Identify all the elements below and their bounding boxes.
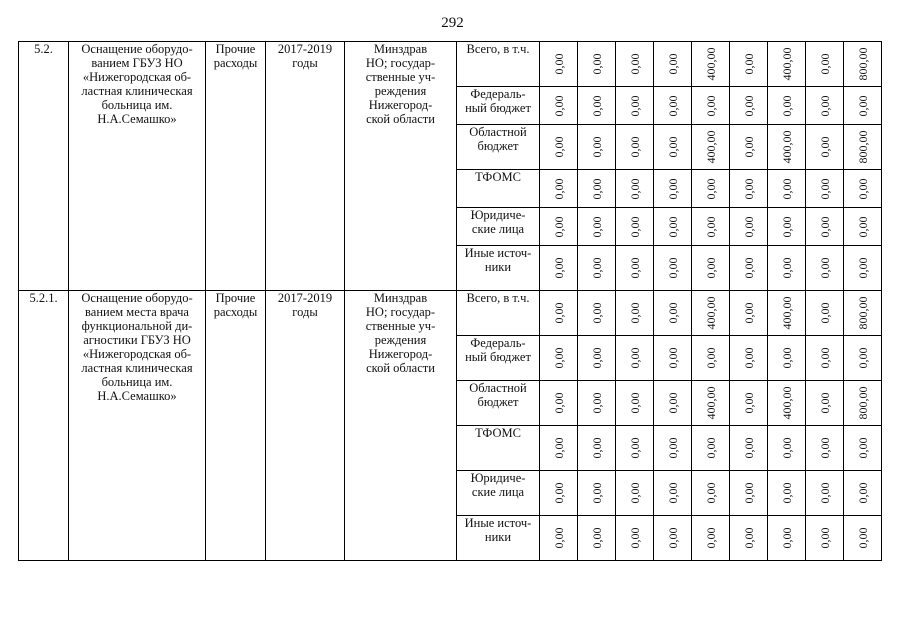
value-cell <box>844 381 882 426</box>
value-cell <box>730 381 768 426</box>
value-text: 0,00 <box>817 178 832 199</box>
expense-type-text: Прочие расходы <box>213 291 258 319</box>
row-number-text: 5.2. <box>34 42 53 56</box>
value-cell <box>692 246 730 291</box>
value-cell <box>616 336 654 381</box>
value-cell <box>844 336 882 381</box>
row-number <box>19 291 69 561</box>
value-text: 0,00 <box>741 216 756 237</box>
value-text: 800,00 <box>855 130 870 164</box>
value-cell <box>654 208 692 246</box>
value-text: 0,00 <box>551 482 566 504</box>
value-cell <box>540 426 578 471</box>
value-cell <box>768 291 806 336</box>
value-text: 0,00 <box>703 482 718 504</box>
value-text: 0,00 <box>665 95 680 116</box>
value-text: 0,00 <box>779 482 794 504</box>
value-text: 0,00 <box>741 437 756 459</box>
value-text: 0,00 <box>665 527 680 549</box>
value-cell <box>654 471 692 516</box>
value-text: 0,00 <box>779 527 794 549</box>
value-cell <box>540 381 578 426</box>
funding-source <box>457 87 540 125</box>
value-text: 0,00 <box>817 53 832 75</box>
value-text: 0,00 <box>589 178 604 199</box>
value-cell <box>616 42 654 87</box>
value-cell <box>654 125 692 170</box>
value-cell <box>844 125 882 170</box>
value-cell <box>844 471 882 516</box>
value-text: 0,00 <box>817 392 832 414</box>
value-cell <box>578 42 616 87</box>
value-cell <box>578 381 616 426</box>
value-text: 0,00 <box>817 257 832 279</box>
value-cell <box>730 426 768 471</box>
value-cell <box>730 291 768 336</box>
value-text: 0,00 <box>551 257 566 279</box>
period-years-text: 2017-2019 годы <box>277 291 333 319</box>
value-text: 0,00 <box>589 302 604 324</box>
value-cell <box>654 87 692 125</box>
value-text: 0,00 <box>855 95 870 116</box>
funding-source <box>457 208 540 246</box>
value-cell <box>654 246 692 291</box>
value-text: 0,00 <box>817 437 832 459</box>
value-cell <box>768 208 806 246</box>
value-cell <box>578 246 616 291</box>
value-text: 0,00 <box>741 392 756 414</box>
expense-type <box>206 42 266 291</box>
value-text: 0,00 <box>855 216 870 237</box>
value-cell <box>616 381 654 426</box>
funding-source <box>457 170 540 208</box>
value-text: 0,00 <box>741 527 756 549</box>
value-cell <box>578 336 616 381</box>
value-cell <box>578 125 616 170</box>
value-cell <box>692 516 730 561</box>
value-text: 0,00 <box>703 257 718 279</box>
value-text: 0,00 <box>665 178 680 199</box>
value-text: 0,00 <box>551 302 566 324</box>
value-text: 400,00 <box>703 386 718 420</box>
period-years <box>266 291 345 561</box>
row-number-text: 5.2.1. <box>29 291 58 305</box>
value-cell <box>654 516 692 561</box>
value-text: 400,00 <box>779 296 794 330</box>
value-cell <box>578 208 616 246</box>
value-cell <box>692 87 730 125</box>
funding-source <box>457 516 540 561</box>
funding-source <box>457 42 540 87</box>
value-cell <box>768 426 806 471</box>
value-text: 0,00 <box>589 95 604 116</box>
value-cell <box>578 291 616 336</box>
value-text: 0,00 <box>627 527 642 549</box>
value-cell <box>578 170 616 208</box>
value-text: 0,00 <box>741 53 756 75</box>
value-text: 0,00 <box>817 216 832 237</box>
value-cell <box>692 170 730 208</box>
value-cell <box>768 246 806 291</box>
value-cell <box>844 170 882 208</box>
value-cell <box>540 125 578 170</box>
expense-type-text: Прочие расходы <box>213 42 258 70</box>
value-text: 0,00 <box>855 257 870 279</box>
value-text: 0,00 <box>627 178 642 199</box>
value-cell <box>540 336 578 381</box>
value-cell <box>844 42 882 87</box>
value-text: 0,00 <box>627 347 642 369</box>
value-text: 0,00 <box>741 136 756 158</box>
value-text: 0,00 <box>779 437 794 459</box>
value-cell <box>654 170 692 208</box>
value-cell <box>768 516 806 561</box>
value-text: 0,00 <box>665 53 680 75</box>
value-cell <box>768 87 806 125</box>
funding-source <box>457 246 540 291</box>
value-cell <box>806 87 844 125</box>
value-cell <box>768 336 806 381</box>
value-text: 0,00 <box>855 437 870 459</box>
funding-source-label: ТФОМС <box>475 426 521 440</box>
value-text: 0,00 <box>665 216 680 237</box>
value-text: 0,00 <box>551 53 566 75</box>
value-text: 0,00 <box>551 136 566 158</box>
value-text: 0,00 <box>741 178 756 199</box>
period-years-text: 2017-2019 годы <box>277 42 333 70</box>
value-text: 400,00 <box>703 296 718 330</box>
value-cell <box>616 208 654 246</box>
value-text: 0,00 <box>551 527 566 549</box>
value-text: 0,00 <box>627 136 642 158</box>
value-cell <box>616 87 654 125</box>
value-text: 0,00 <box>741 347 756 369</box>
value-cell <box>578 471 616 516</box>
value-text: 0,00 <box>703 178 718 199</box>
value-text: 0,00 <box>817 527 832 549</box>
value-cell <box>806 246 844 291</box>
value-text: 400,00 <box>779 130 794 164</box>
value-cell <box>844 426 882 471</box>
value-text: 0,00 <box>817 347 832 369</box>
value-text: 0,00 <box>779 95 794 116</box>
funding-source <box>457 381 540 426</box>
value-text: 0,00 <box>627 95 642 116</box>
value-cell <box>730 516 768 561</box>
value-text: 800,00 <box>855 47 870 81</box>
funding-source-label: Иные источ- ники <box>464 516 532 544</box>
value-text: 0,00 <box>855 178 870 199</box>
value-text: 0,00 <box>665 136 680 158</box>
value-cell <box>616 291 654 336</box>
value-cell <box>844 291 882 336</box>
value-cell <box>540 516 578 561</box>
value-text: 800,00 <box>855 386 870 420</box>
page-number: 292 <box>441 15 464 31</box>
value-text: 0,00 <box>779 216 794 237</box>
value-cell <box>692 208 730 246</box>
value-cell <box>806 336 844 381</box>
value-text: 400,00 <box>779 47 794 81</box>
value-cell <box>844 516 882 561</box>
value-cell <box>540 471 578 516</box>
value-cell <box>806 170 844 208</box>
value-text: 0,00 <box>627 53 642 75</box>
value-text: 0,00 <box>589 216 604 237</box>
value-text: 0,00 <box>703 216 718 237</box>
funding-source-label: Всего, в т.ч. <box>466 291 530 305</box>
value-cell <box>806 291 844 336</box>
value-text: 0,00 <box>551 437 566 459</box>
value-text: 400,00 <box>703 47 718 81</box>
value-text: 0,00 <box>703 95 718 116</box>
row-name <box>69 291 206 561</box>
financing-table <box>18 41 882 561</box>
funding-source-label: Всего, в т.ч. <box>466 42 530 56</box>
funding-source <box>457 336 540 381</box>
value-text: 0,00 <box>589 392 604 414</box>
expense-type <box>206 291 266 561</box>
value-text: 400,00 <box>703 130 718 164</box>
value-text: 800,00 <box>855 296 870 330</box>
table-row <box>19 42 882 87</box>
value-cell <box>692 381 730 426</box>
value-text: 0,00 <box>627 302 642 324</box>
value-cell <box>730 170 768 208</box>
value-cell <box>768 125 806 170</box>
value-text: 0,00 <box>665 347 680 369</box>
funding-source-label: Юридиче- ские лица <box>470 208 526 236</box>
value-cell <box>540 87 578 125</box>
value-cell <box>730 125 768 170</box>
value-cell <box>540 208 578 246</box>
value-cell <box>616 246 654 291</box>
value-text: 0,00 <box>741 302 756 324</box>
value-cell <box>806 471 844 516</box>
value-text: 0,00 <box>741 257 756 279</box>
value-text: 0,00 <box>855 482 870 504</box>
value-text: 0,00 <box>703 347 718 369</box>
executor-text: Минздрав НО; государ- ственные уч- реждения Нижегород- ской области <box>365 42 436 126</box>
value-cell <box>692 471 730 516</box>
value-cell <box>730 471 768 516</box>
value-cell <box>616 170 654 208</box>
row-name-text: Оснащение оборудо- ванием ГБУЗ НО «Нижегородская об- ластная клиническая больница им. Н.А.Семашко» <box>81 42 193 126</box>
value-cell <box>768 471 806 516</box>
funding-source-label: Федераль- ный бюджет <box>465 87 531 115</box>
value-cell <box>730 208 768 246</box>
value-text: 0,00 <box>779 257 794 279</box>
value-cell <box>730 336 768 381</box>
value-cell <box>540 42 578 87</box>
value-cell <box>616 516 654 561</box>
value-cell <box>654 381 692 426</box>
value-text: 0,00 <box>551 178 566 199</box>
value-cell <box>578 426 616 471</box>
value-text: 0,00 <box>665 257 680 279</box>
value-cell <box>730 87 768 125</box>
funding-source <box>457 291 540 336</box>
value-text: 0,00 <box>589 136 604 158</box>
value-cell <box>616 471 654 516</box>
funding-source-label: ТФОМС <box>475 170 521 184</box>
table-row <box>19 291 882 336</box>
value-text: 0,00 <box>627 257 642 279</box>
value-cell <box>806 426 844 471</box>
value-text: 0,00 <box>665 437 680 459</box>
value-text: 0,00 <box>627 392 642 414</box>
value-text: 0,00 <box>627 437 642 459</box>
value-cell <box>616 125 654 170</box>
value-cell <box>844 208 882 246</box>
value-cell <box>768 381 806 426</box>
value-text: 0,00 <box>551 95 566 116</box>
value-cell <box>806 125 844 170</box>
value-cell <box>540 246 578 291</box>
value-cell <box>806 516 844 561</box>
value-cell <box>616 426 654 471</box>
value-cell <box>692 42 730 87</box>
value-cell <box>654 42 692 87</box>
value-text: 0,00 <box>665 302 680 324</box>
value-cell <box>730 42 768 87</box>
value-text: 0,00 <box>589 482 604 504</box>
value-cell <box>654 291 692 336</box>
funding-source <box>457 471 540 516</box>
value-cell <box>692 125 730 170</box>
value-text: 0,00 <box>551 216 566 237</box>
value-text: 0,00 <box>741 95 756 116</box>
value-text: 0,00 <box>589 257 604 279</box>
value-text: 0,00 <box>703 437 718 459</box>
value-text: 0,00 <box>589 347 604 369</box>
value-cell <box>692 426 730 471</box>
value-text: 0,00 <box>817 482 832 504</box>
value-text: 0,00 <box>589 527 604 549</box>
value-text: 0,00 <box>589 53 604 75</box>
value-cell <box>540 291 578 336</box>
value-cell <box>768 170 806 208</box>
value-cell <box>578 516 616 561</box>
value-cell <box>540 170 578 208</box>
value-text: 0,00 <box>779 178 794 199</box>
value-cell <box>806 381 844 426</box>
executor-text: Минздрав НО; государ- ственные уч- реждения Нижегород- ской области <box>365 291 436 375</box>
value-cell <box>844 246 882 291</box>
row-name-text: Оснащение оборудо- ванием места врача функциональной ди- агностики ГБУЗ НО «Нижегородская об- ластная клиническая больница им. Н.А.Семашко» <box>81 291 193 403</box>
value-text: 0,00 <box>665 482 680 504</box>
value-cell <box>654 336 692 381</box>
value-text: 0,00 <box>703 527 718 549</box>
row-number <box>19 42 69 291</box>
value-text: 0,00 <box>551 347 566 369</box>
value-text: 0,00 <box>817 136 832 158</box>
period-years <box>266 42 345 291</box>
value-text: 0,00 <box>817 95 832 116</box>
funding-source-label: Юридиче- ские лица <box>470 471 526 499</box>
value-cell <box>844 87 882 125</box>
executor <box>345 291 457 561</box>
funding-source <box>457 426 540 471</box>
value-text: 0,00 <box>627 216 642 237</box>
funding-source-label: Областной бюджет <box>469 125 527 153</box>
value-cell <box>768 42 806 87</box>
value-cell <box>692 336 730 381</box>
value-cell <box>654 426 692 471</box>
value-text: 0,00 <box>589 437 604 459</box>
value-cell <box>578 87 616 125</box>
value-cell <box>806 208 844 246</box>
funding-source-label: Областной бюджет <box>469 381 527 409</box>
value-cell <box>692 291 730 336</box>
executor <box>345 42 457 291</box>
value-text: 0,00 <box>665 392 680 414</box>
funding-source <box>457 125 540 170</box>
value-cell <box>806 42 844 87</box>
value-text: 0,00 <box>817 302 832 324</box>
funding-source-label: Иные источ- ники <box>464 246 532 274</box>
row-name <box>69 42 206 291</box>
value-text: 0,00 <box>855 347 870 369</box>
value-cell <box>730 246 768 291</box>
value-text: 0,00 <box>551 392 566 414</box>
value-text: 0,00 <box>779 347 794 369</box>
value-text: 0,00 <box>741 482 756 504</box>
value-text: 400,00 <box>779 386 794 420</box>
value-text: 0,00 <box>627 482 642 504</box>
funding-source-label: Федераль- ный бюджет <box>465 336 531 364</box>
value-text: 0,00 <box>855 527 870 549</box>
